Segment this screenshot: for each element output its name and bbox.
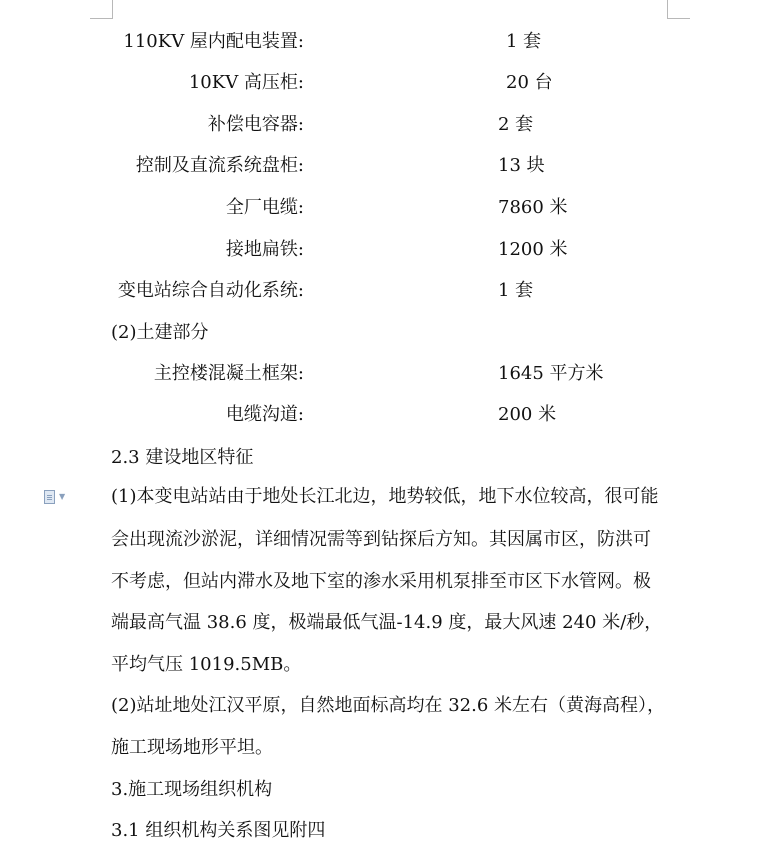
paragraph-line: (1)本变电站站由于地处长江北边，地势较低，地下水位较高，很可能 [111,486,659,507]
equipment-label: 接地扁铁: [225,239,304,260]
civil-value: 1645 平方米 [498,363,604,384]
paragraph-line: 不考虑，但站内滞水及地下室的渗水采用机泵排至市区下水管网。极 [111,571,651,592]
equipment-row [0,110,778,140]
paragraph-line: 平均气压 1019.5MB。 [111,654,302,675]
equipment-value: 20 台 [506,72,553,93]
equipment-value: 2 套 [498,114,534,135]
civil-label: 主控楼混凝土框架: [153,363,304,384]
page-corner-mark-left [90,0,113,19]
equipment-label: 变电站综合自动化系统: [117,280,304,301]
equipment-label: 全厂电缆: [225,197,304,218]
equipment-row [0,151,778,181]
section-heading: 3.施工现场组织机构 [111,779,273,800]
civil-value: 200 米 [498,404,557,425]
civil-row [0,400,778,430]
page-corner-mark-right [667,0,690,19]
section-heading: 2.3 建设地区特征 [111,447,254,468]
paragraph-line: (2)站址地处江汉平原，自然地面标高均在 32.6 米左右（黄海高程）， [111,695,666,716]
equipment-label: 110KV 屋内配电装置: [123,31,304,52]
equipment-label: 补偿电容器: [207,114,304,135]
civil-label: 电缆沟道: [225,404,304,425]
equipment-value: 1 套 [498,280,534,301]
equipment-row [0,235,778,265]
document-icon [44,490,55,504]
civil-row [0,359,778,389]
equipment-row [0,27,778,57]
paragraph-line: 会出现流沙淤泥，详细情况需等到钻探后方知。其因属市区，防洪可 [111,529,651,550]
equipment-value: 13 块 [498,155,545,176]
chevron-down-icon: ▼ [59,492,66,501]
subsection-heading: (2)土建部分 [111,322,209,343]
equipment-value: 1200 米 [498,239,568,260]
equipment-label: 控制及直流系统盘柜: [135,155,304,176]
equipment-label: 10KV 高压柜: [188,72,304,93]
paragraph-options-button[interactable] [44,489,74,505]
subsection-heading: 3.1 组织机构关系图见附四 [111,820,326,841]
equipment-row [0,276,778,306]
equipment-value: 1 套 [506,31,542,52]
equipment-row [0,68,778,98]
paragraph-line: 施工现场地形平坦。 [111,737,273,758]
equipment-value: 7860 米 [498,197,568,218]
paragraph-line: 端最高气温 38.6 度，极端最低气温-14.9 度，最大风速 240 米/秒， [111,612,663,633]
equipment-row [0,193,778,223]
